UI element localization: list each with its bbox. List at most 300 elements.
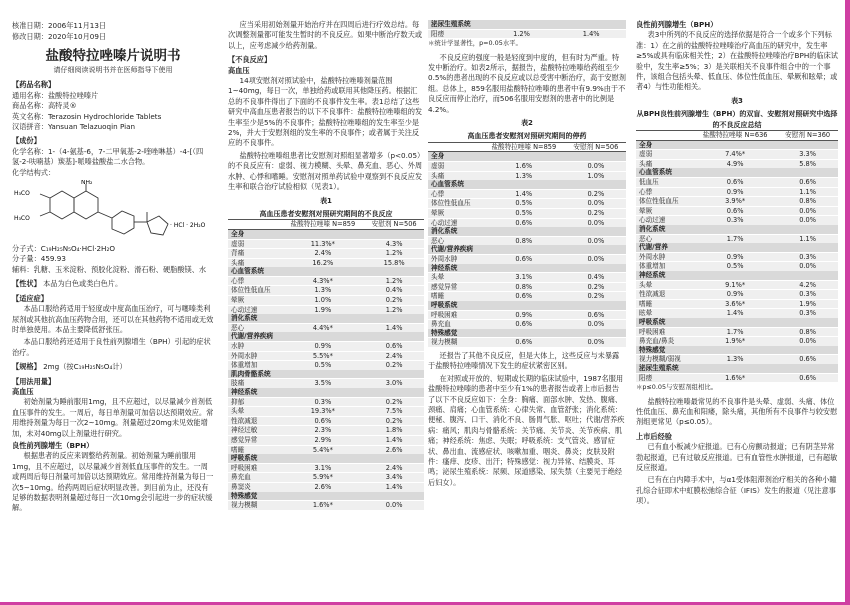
revision-date: 修改日期：2020年10月09日: [12, 32, 107, 41]
table-cell: 0.4%: [364, 286, 424, 296]
usage-hypertension-heading: 高血压: [12, 386, 34, 396]
table3: [636, 130, 838, 382]
table-row: [636, 150, 838, 160]
section-name-heading: 【药品名称】: [12, 80, 56, 90]
table-category-row: [428, 20, 626, 29]
table-category-cell: 呼吸系统: [228, 454, 424, 463]
table-category-cell: 呼吸系统: [636, 318, 838, 327]
table-cell: 头晕: [428, 273, 482, 283]
name-line: 英文名称：Terazosin Hydrochloride Tablets: [12, 111, 162, 121]
table-cell: 恶心: [428, 236, 482, 245]
table-header-cell: 安慰剂 N=506: [364, 220, 424, 230]
table-cell: 感觉异常: [428, 282, 482, 292]
table-cell: 16.2%: [281, 258, 364, 267]
table-cell: 1.3%: [281, 286, 364, 296]
table-cell: 头晕: [228, 407, 281, 417]
table-category-cell: 神经系统: [428, 264, 626, 273]
methoxy-label-bottom: H₃CO: [14, 215, 30, 223]
table-category-row: [636, 271, 838, 280]
table-cell: 呼吸困难: [636, 327, 693, 337]
table-cell: 11.3%*: [281, 239, 364, 249]
usage-bph-heading: 良性前列腺增生（BPH）: [12, 440, 94, 450]
table3-caption: 从BPH良性前列腺增生（BPH）的双盲、安慰剂对照研究中选择的不良反应总结: [636, 110, 838, 129]
table-category-cell: 全身: [228, 229, 424, 239]
table-cell: 鼻充血/鼻炎: [636, 337, 693, 346]
table-cell: 阳痿: [428, 29, 487, 38]
table-cell: 虚弱: [428, 162, 482, 172]
table-row: [228, 473, 424, 483]
salt-label: · HCl · 2H₂O: [170, 222, 206, 230]
table-cell: 晕厥: [228, 296, 281, 306]
table-cell: 4.9%: [693, 159, 777, 168]
table-cell: 3.5%: [281, 379, 364, 388]
table-row: [636, 327, 838, 337]
table-category-row: [636, 168, 838, 177]
postmarketing-paragraph-2: 已有在白内障手术中，与α1受体阻滞剂治疗相关的各种小瞳孔综合征即术中虹膜松弛综合征（IFIS）发生的报道（见注意事项）。: [636, 475, 837, 506]
table-cell: 低血压: [636, 178, 693, 188]
table-cell: 0.6%: [482, 320, 566, 329]
table-row: [428, 292, 626, 301]
table1-continuation: [428, 20, 626, 38]
table-cell: 心动过速: [636, 216, 693, 225]
usage-hypertension-text: 初始剂量为睡前服用1mg，且不应超过，以尽量减少首剂低血压事件的发生。一周后，每日单剂量可加倍以达预期效应。常用维持剂量为每日一次2~10mg。剂量超过20mg未见效能增加，未对40mg以上剂量进行研究。: [12, 397, 214, 438]
table-row: [636, 206, 838, 216]
table-cell: 0.3%: [777, 309, 838, 318]
table-cell: 性欲减退: [636, 290, 693, 300]
table-cell: 0.2%: [364, 361, 424, 370]
table-category-cell: 消化系统: [636, 225, 838, 234]
table-category-cell: 代谢/营养疾病: [428, 245, 626, 254]
indications-paragraph-1: 本品口服给药适用于轻度或中度高血压治疗，可与噻嗪类利尿剂或其他抗高血压药物合用，还可以在其他药物不适用或无效时单独使用。本品主要降低舒张压。: [12, 304, 214, 334]
table-category-row: [228, 388, 424, 397]
table-row: [228, 276, 424, 286]
table-category-row: [428, 227, 626, 236]
table-category-cell: 心血管系统: [636, 168, 838, 177]
table-header-row: [228, 220, 424, 230]
table-cell: 鼻充血: [228, 473, 281, 483]
table-cell: 背痛: [228, 249, 281, 259]
table-row: [636, 187, 838, 197]
table-header-cell: [636, 131, 693, 141]
table-cell: 5.8%: [777, 159, 838, 168]
table1-footnote: ＊统计学显著性，p=0.05水平。: [428, 39, 522, 48]
table-cell: 0.6%: [777, 373, 838, 382]
table-category-row: [228, 370, 424, 379]
bph-summary-paragraph: 盐酸特拉唑嗪最常见的不良事件是头晕、虚弱、头痛、体位性低血压、鼻充血和阳痿，除头痛，其他所有不良事件与较安慰剂组更常见（p≤0.05）。: [636, 396, 838, 427]
table-category-cell: 心血管系统: [228, 267, 424, 276]
discontinuation-paragraph: 不良反应的强度一般是轻度到中度的，但有时为严重。特发中断治疗。如表2所示，据报告，盐酸特拉唑嗪给药组至少0.5%的患者出现的不良反应或以总受害中断治疗，高于安慰剂组。总体上，859名服用盐酸特拉唑嗪的患者中有9.9%由于不良反应而停止治疗，而506名服用安慰剂的患者中的比例是4.2%。: [428, 52, 626, 114]
bph-paragraph: 表3中所列的不良反应的选择依据是符合一个或多个下列标准：1）在之前的盐酸特拉唑嗪治疗高血压的研究中，发生率≥5%或具有临床相关性；2）在盐酸特拉唑嗪治疗BPH的临床试验中，发生率≥5%；3）是关联相关不良事件组合中的一个事件，该组合包括头晕、低血压、体位性低血压、晕厥和眩晕；或者4）与性功能相关。: [636, 30, 838, 92]
table-category-row: [228, 229, 424, 239]
table-category-row: [428, 301, 626, 310]
bph-heading: 良性前列腺增生（BPH）: [636, 20, 718, 29]
table-row: [636, 299, 838, 309]
table-cell: 2.4%: [281, 249, 364, 259]
table-row: [228, 379, 424, 388]
table-cell: 0.0%: [566, 162, 626, 172]
table-row: [636, 373, 838, 382]
table-cell: 3.4%: [364, 473, 424, 483]
table-cell: 0.5%: [281, 361, 364, 370]
table-row: [228, 342, 424, 352]
table-cell: 15.8%: [364, 258, 424, 267]
table-cell: 呼吸困难: [228, 463, 281, 473]
name-line: 汉语拼音：Yansuan Telazuoqin Pian: [12, 122, 136, 132]
table-cell: 抑郁: [228, 397, 281, 407]
table-row: [428, 236, 626, 245]
table-category-cell: 全身: [428, 152, 626, 162]
approval-date: 核准日期：2006年11月13日: [12, 21, 107, 30]
table-cell: 0.9%: [693, 252, 777, 262]
table-cell: 1.4%: [364, 435, 424, 445]
table-row: [428, 171, 626, 180]
table-cell: 神经过敏: [228, 426, 281, 436]
table-cell: 0.2%: [566, 292, 626, 301]
table-cell: 1.0%: [281, 296, 364, 306]
section-usage-heading: 【用法用量】: [12, 376, 56, 386]
table-cell: 4.2%: [777, 280, 838, 290]
table-row: [636, 337, 838, 346]
table-cell: 3.3%: [777, 150, 838, 160]
document-subtitle: 请仔细阅读说明书并在医师指导下使用: [53, 66, 173, 74]
table-cell: 0.0%: [566, 236, 626, 245]
table1: [228, 219, 424, 509]
table-cell: 心动过速: [428, 218, 482, 227]
table-category-cell: 消化系统: [428, 227, 626, 236]
table-cell: 体重增加: [228, 361, 281, 370]
table-category-row: [228, 492, 424, 501]
table-cell: 1.4%: [693, 309, 777, 318]
methoxy-label-top: H₃CO: [14, 190, 30, 198]
table-category-row: [428, 180, 626, 189]
table-cell: 0.0%: [777, 206, 838, 216]
table-row: [228, 361, 424, 370]
table-cell: 1.3%: [482, 171, 566, 180]
table-row: [636, 234, 838, 243]
table-cell: 1.8%: [364, 426, 424, 436]
section-composition-heading: 【成份】: [12, 136, 41, 146]
table-cell: 1.9%: [281, 305, 364, 314]
table-cell: 虚弱: [228, 239, 281, 249]
properties-text: 本品为白色或类白色片。: [43, 279, 123, 289]
table1-caption: 高血压患者安慰剂对照研究期间的不良反应: [259, 209, 393, 218]
table-category-row: [228, 454, 424, 463]
table-cell: 1.4%: [556, 29, 626, 38]
column-3: [428, 20, 626, 600]
table-cell: 外周水肿: [428, 254, 482, 263]
table-cell: 恶心: [228, 323, 281, 332]
section-properties-heading: 【性状】: [12, 279, 41, 289]
table-header-cell: 盐酸特拉唑嗪 N=636: [693, 131, 777, 141]
table3-title: 表3: [731, 96, 743, 105]
table-cell: 0.0%: [777, 216, 838, 225]
name-line: 商品名称：高特灵®: [12, 101, 77, 111]
table-category-cell: 特殊感觉: [428, 329, 626, 338]
table-cell: 晕厥: [428, 209, 482, 219]
table-cell: 0.6%: [693, 178, 777, 188]
table-cell: 0.3%: [777, 290, 838, 300]
section-specification: [12, 362, 214, 372]
table-cell: 1.3%: [693, 355, 777, 364]
table-cell: 0.6%: [364, 342, 424, 352]
table-cell: 头晕: [636, 280, 693, 290]
table2-caption: 高血压患者安慰剂对照研究期间的停药: [467, 132, 587, 141]
table-cell: 0.0%: [566, 254, 626, 263]
table-category-cell: 神经系统: [228, 388, 424, 397]
table-cell: 心悸: [228, 276, 281, 286]
table-cell: 视力模糊/弱视: [636, 355, 693, 364]
table-row: [228, 426, 424, 436]
table-row: [228, 445, 424, 454]
table-cell: 0.5%: [482, 199, 566, 209]
table-cell: 头痛: [228, 258, 281, 267]
table-cell: 心悸: [636, 187, 693, 197]
table-row: [228, 435, 424, 445]
table-cell: 0.9%: [281, 342, 364, 352]
table-header-cell: [228, 220, 281, 230]
table-cell: 0.8%: [482, 236, 566, 245]
table-row: [228, 482, 424, 491]
table-row: [228, 407, 424, 417]
table-cell: 体位性低血压: [428, 199, 482, 209]
table-row: [228, 351, 424, 361]
table-cell: 1.0%: [566, 171, 626, 180]
column-4: [636, 20, 838, 600]
table-cell: 1.7%: [693, 234, 777, 243]
table-row: [636, 178, 838, 188]
table-cell: 2.3%: [281, 426, 364, 436]
table-category-cell: 泌尿生殖系统: [636, 364, 838, 373]
table-cell: 0.6%: [482, 338, 566, 347]
table-row: [228, 305, 424, 314]
table-category-row: [636, 364, 838, 373]
amino-label: NH₂: [81, 180, 93, 187]
table-row: [428, 282, 626, 292]
adverse-paragraph-2: 盐酸特拉唑嗪组患者比安慰剂对照组显著增多（p<0.05）的不良反应有：虚弱、视力模糊、头晕、鼻充血、恶心、外周水肿、心悸和嗜睡。安慰剂对照单药试验中观察到不良反应发生率和联合治疗试验相似（见表1）。: [228, 150, 423, 192]
table-cell: 0.9%: [482, 310, 566, 320]
table-cell: 0.6%: [566, 310, 626, 320]
table-cell: 恶心: [636, 234, 693, 243]
table-cell: 1.1%: [777, 187, 838, 197]
table-category-row: [428, 264, 626, 273]
table-cell: 眩晕: [636, 309, 693, 318]
table-cell: 0.6%: [281, 416, 364, 426]
table-cell: 7.4%*: [693, 150, 777, 160]
table-cell: 0.6%: [693, 206, 777, 216]
table-cell: 0.5%: [693, 262, 777, 271]
table-cell: 0.0%: [777, 337, 838, 346]
table-row: [228, 249, 424, 259]
right-edge-bar: [845, 0, 850, 605]
table-row: [228, 239, 424, 249]
table3-footnote: ＊p≤0.05与安慰剂组相比。: [636, 383, 718, 392]
table-category-row: [636, 243, 838, 252]
table-cell: 嗜睡: [636, 299, 693, 309]
table-cell: 1.2%: [364, 305, 424, 314]
table-category-cell: 特殊感觉: [636, 346, 838, 355]
table-cell: 1.9%*: [693, 337, 777, 346]
table-cell: 0.9%: [693, 290, 777, 300]
table-cell: 0.6%: [482, 254, 566, 263]
table-row: [428, 189, 626, 199]
table-cell: 3.1%: [281, 463, 364, 473]
document-title: 盐酸特拉唑嗪片说明书: [45, 48, 181, 64]
postmarketing-heading: 上市后经验: [636, 431, 672, 441]
table-header-cell: 盐酸特拉唑嗪 N=859: [482, 142, 566, 152]
column-2: [228, 20, 424, 600]
table-category-row: [228, 267, 424, 276]
table-category-cell: 代谢/营养疾病: [228, 332, 424, 341]
table-cell: 0.2%: [364, 397, 424, 407]
table-category-cell: 心血管系统: [428, 180, 626, 189]
table-header-cell: [428, 142, 482, 152]
table-row: [228, 501, 424, 510]
table-row: [228, 397, 424, 407]
table-row: [636, 262, 838, 271]
table-cell: 感觉异常: [228, 435, 281, 445]
table-cell: 视力模糊: [228, 501, 281, 510]
table-cell: 2.6%: [281, 482, 364, 491]
table-cell: 1.4%: [482, 189, 566, 199]
table-cell: 阳痿: [636, 373, 693, 382]
dosing-note: 应当采用初始剂量开始治疗并在四周后进行疗效总结。每次调整剂量都可能发生暂时的不良反应。如果中断治疗数天或以上，应考虑减少给药剂量。: [228, 20, 423, 50]
table-cell: 1.7%: [693, 327, 777, 337]
table-cell: 3.6%*: [693, 299, 777, 309]
table-category-row: [428, 329, 626, 338]
table-cell: 5.4%*: [281, 445, 364, 454]
indications-paragraph-2: 本品口服给药还适用于良性前列腺增生（BPH）引起的症状治疗。: [12, 337, 211, 357]
table-cell: 呼吸困难: [428, 310, 482, 320]
table-cell: 5.9%*: [281, 473, 364, 483]
table-cell: 5.5%*: [281, 351, 364, 361]
table-header-cell: 安慰剂 N=506: [566, 142, 626, 152]
table-cell: 1.2%: [364, 249, 424, 259]
table-cell: 0.6%: [482, 292, 566, 301]
table-category-row: [428, 245, 626, 254]
table-cell: 0.3%: [777, 252, 838, 262]
table-cell: 晕厥: [636, 206, 693, 216]
table-cell: 1.9%: [777, 299, 838, 309]
adverse-paragraph-1: 14项安慰剂对照试验中，盐酸特拉唑嗪剂量范围1~40mg，每日一次，单独给药或联用其他降压药。根据汇总的不良事件得出了下面的不良事件发生率。表1总结了这些研究中高血压患者报告的以下不良事件：盐酸特拉唑嗪组的发生率至少是5%的不良事件；盐酸特拉唑嗪组的发生率至少是2%，并大于安慰剂组的发生率的不良事件；或者属于关注反应的不良事件。: [228, 76, 423, 148]
table-cell: 0.6%: [777, 355, 838, 364]
table-cell: 4.3%: [364, 239, 424, 249]
table-cell: 1.2%: [487, 29, 557, 38]
table-cell: 3.9%*: [693, 197, 777, 207]
table-cell: 0.0%: [566, 199, 626, 209]
table-cell: 性欲减退: [228, 416, 281, 426]
table-cell: 0.0%: [364, 501, 424, 510]
table-category-cell: 消化系统: [228, 314, 424, 323]
table-cell: 0.0%: [566, 218, 626, 227]
clinical-trial-paragraph: 在对照或开放的、短期或长期的临床试验中，1987名服用盐酸特拉唑嗪的患者中至少有1%的患者报告或者上市后报告了以下不良反应如下：全身：胸痛、面部水肿、发热、腹痛、颈痛、肩痛；心血管系统：心律失常、血管舒张；消化系统：便秘、腹泻、口干、消化不良、肠胃气胀、呕吐；代谢/营养疾病：痛风；肌肉与骨骼系统：关节痛、关节炎、关节疾病、肌痛；神经系统：焦虑、失眠；呼吸系统：支气管炎、感冒症状、鼻出血、流感症状、咳嗽加重、咽炎、鼻炎；皮肤及附件：瘙痒、皮疹、出汗；特殊感觉：视力异常、结膜炎、耳鸣；泌尿生殖系统：尿频、尿道感染、尿失禁（主要见于绝经后妇女）。: [428, 373, 625, 487]
table1-title: 表1: [320, 196, 332, 205]
table-row: [428, 338, 626, 347]
table-cell: 0.3%: [693, 216, 777, 225]
table-cell: 2.4%: [364, 351, 424, 361]
other-reactions-paragraph: 还报告了其他不良反应，但是大体上，这些反应与未暴露于盐酸特拉唑嗪情况下发生的症状紧密区别。: [428, 350, 620, 371]
table-cell: 2.4%: [364, 463, 424, 473]
table-category-cell: 全身: [636, 140, 838, 150]
table-category-cell: 代谢/营养: [636, 243, 838, 252]
table-cell: 外周水肿: [636, 252, 693, 262]
table-cell: 7.5%: [364, 407, 424, 417]
table-cell: 鼻窦炎: [228, 482, 281, 491]
table-cell: 0.6%: [777, 178, 838, 188]
table-row: [228, 258, 424, 267]
table-row: [428, 273, 626, 283]
section-indications-heading: 【适应症】: [12, 293, 48, 303]
postmarketing-paragraph-1: 已有血小板减少症报道。已有心房颤动报道；已有阴茎异常勃起报道，已有过敏反应报道。已有血管性水肿报道，已有超敏反应报道。: [636, 442, 838, 472]
table-cell: 1.2%: [364, 276, 424, 286]
table-row: [636, 216, 838, 225]
table-row: [228, 463, 424, 473]
table-cell: 0.9%: [693, 187, 777, 197]
table-row: [636, 309, 838, 318]
table-cell: 9.1%*: [693, 280, 777, 290]
table-row: [428, 162, 626, 172]
table-cell: 1.1%: [777, 234, 838, 243]
molecular-formula: 分子式：C₁₉H₂₅N₅O₄·HCl·2H₂O: [12, 244, 116, 254]
table-cell: 体重增加: [636, 262, 693, 271]
table-cell: 1.6%*: [281, 501, 364, 510]
table-row: [428, 254, 626, 263]
table-cell: 2.9%: [281, 435, 364, 445]
section-adverse-heading: 【不良反应】: [228, 55, 272, 65]
table-header-row: [636, 131, 838, 141]
table-row: [636, 252, 838, 262]
table-cell: 水肿: [228, 342, 281, 352]
table-row: [428, 310, 626, 320]
table-cell: 1.6%*: [693, 373, 777, 382]
table-category-row: [636, 140, 838, 150]
table-row: [636, 197, 838, 207]
table-cell: 0.0%: [777, 262, 838, 271]
table-row: [228, 296, 424, 306]
table-cell: 1.4%: [364, 323, 424, 332]
table-row: [636, 290, 838, 300]
table-cell: 0.2%: [566, 189, 626, 199]
table-category-cell: 神经系统: [636, 271, 838, 280]
table-category-cell: 呼吸系统: [428, 301, 626, 310]
table-cell: 虚弱: [636, 150, 693, 160]
table-cell: 0.2%: [364, 296, 424, 306]
table-cell: 3.0%: [364, 379, 424, 388]
table-row: [636, 355, 838, 364]
table-row: [428, 218, 626, 227]
table-cell: 1.4%: [364, 482, 424, 491]
table-row: [228, 286, 424, 296]
table-cell: 1.6%: [482, 162, 566, 172]
table-cell: 0.4%: [566, 273, 626, 283]
section-specification-heading: 【规格】: [12, 362, 41, 372]
table-cell: 0.8%: [777, 197, 838, 207]
table-cell: 体位性低血压: [228, 286, 281, 296]
table-category-row: [636, 346, 838, 355]
table-cell: 19.3%*: [281, 407, 364, 417]
table-cell: 心悸: [428, 189, 482, 199]
table-cell: 2.6%: [364, 445, 424, 454]
table-cell: 0.0%: [566, 338, 626, 347]
table-cell: 0.2%: [364, 416, 424, 426]
table-row: [636, 280, 838, 290]
table2: [428, 142, 626, 347]
chemical-structure-drawing: [12, 180, 212, 242]
table-cell: 嗜睡: [428, 292, 482, 301]
table-cell: 视力模糊: [428, 338, 482, 347]
chemical-structure-figure: [12, 180, 214, 242]
table-cell: 嗜睡: [228, 445, 281, 454]
structure-label: 化学结构式：: [12, 167, 56, 177]
